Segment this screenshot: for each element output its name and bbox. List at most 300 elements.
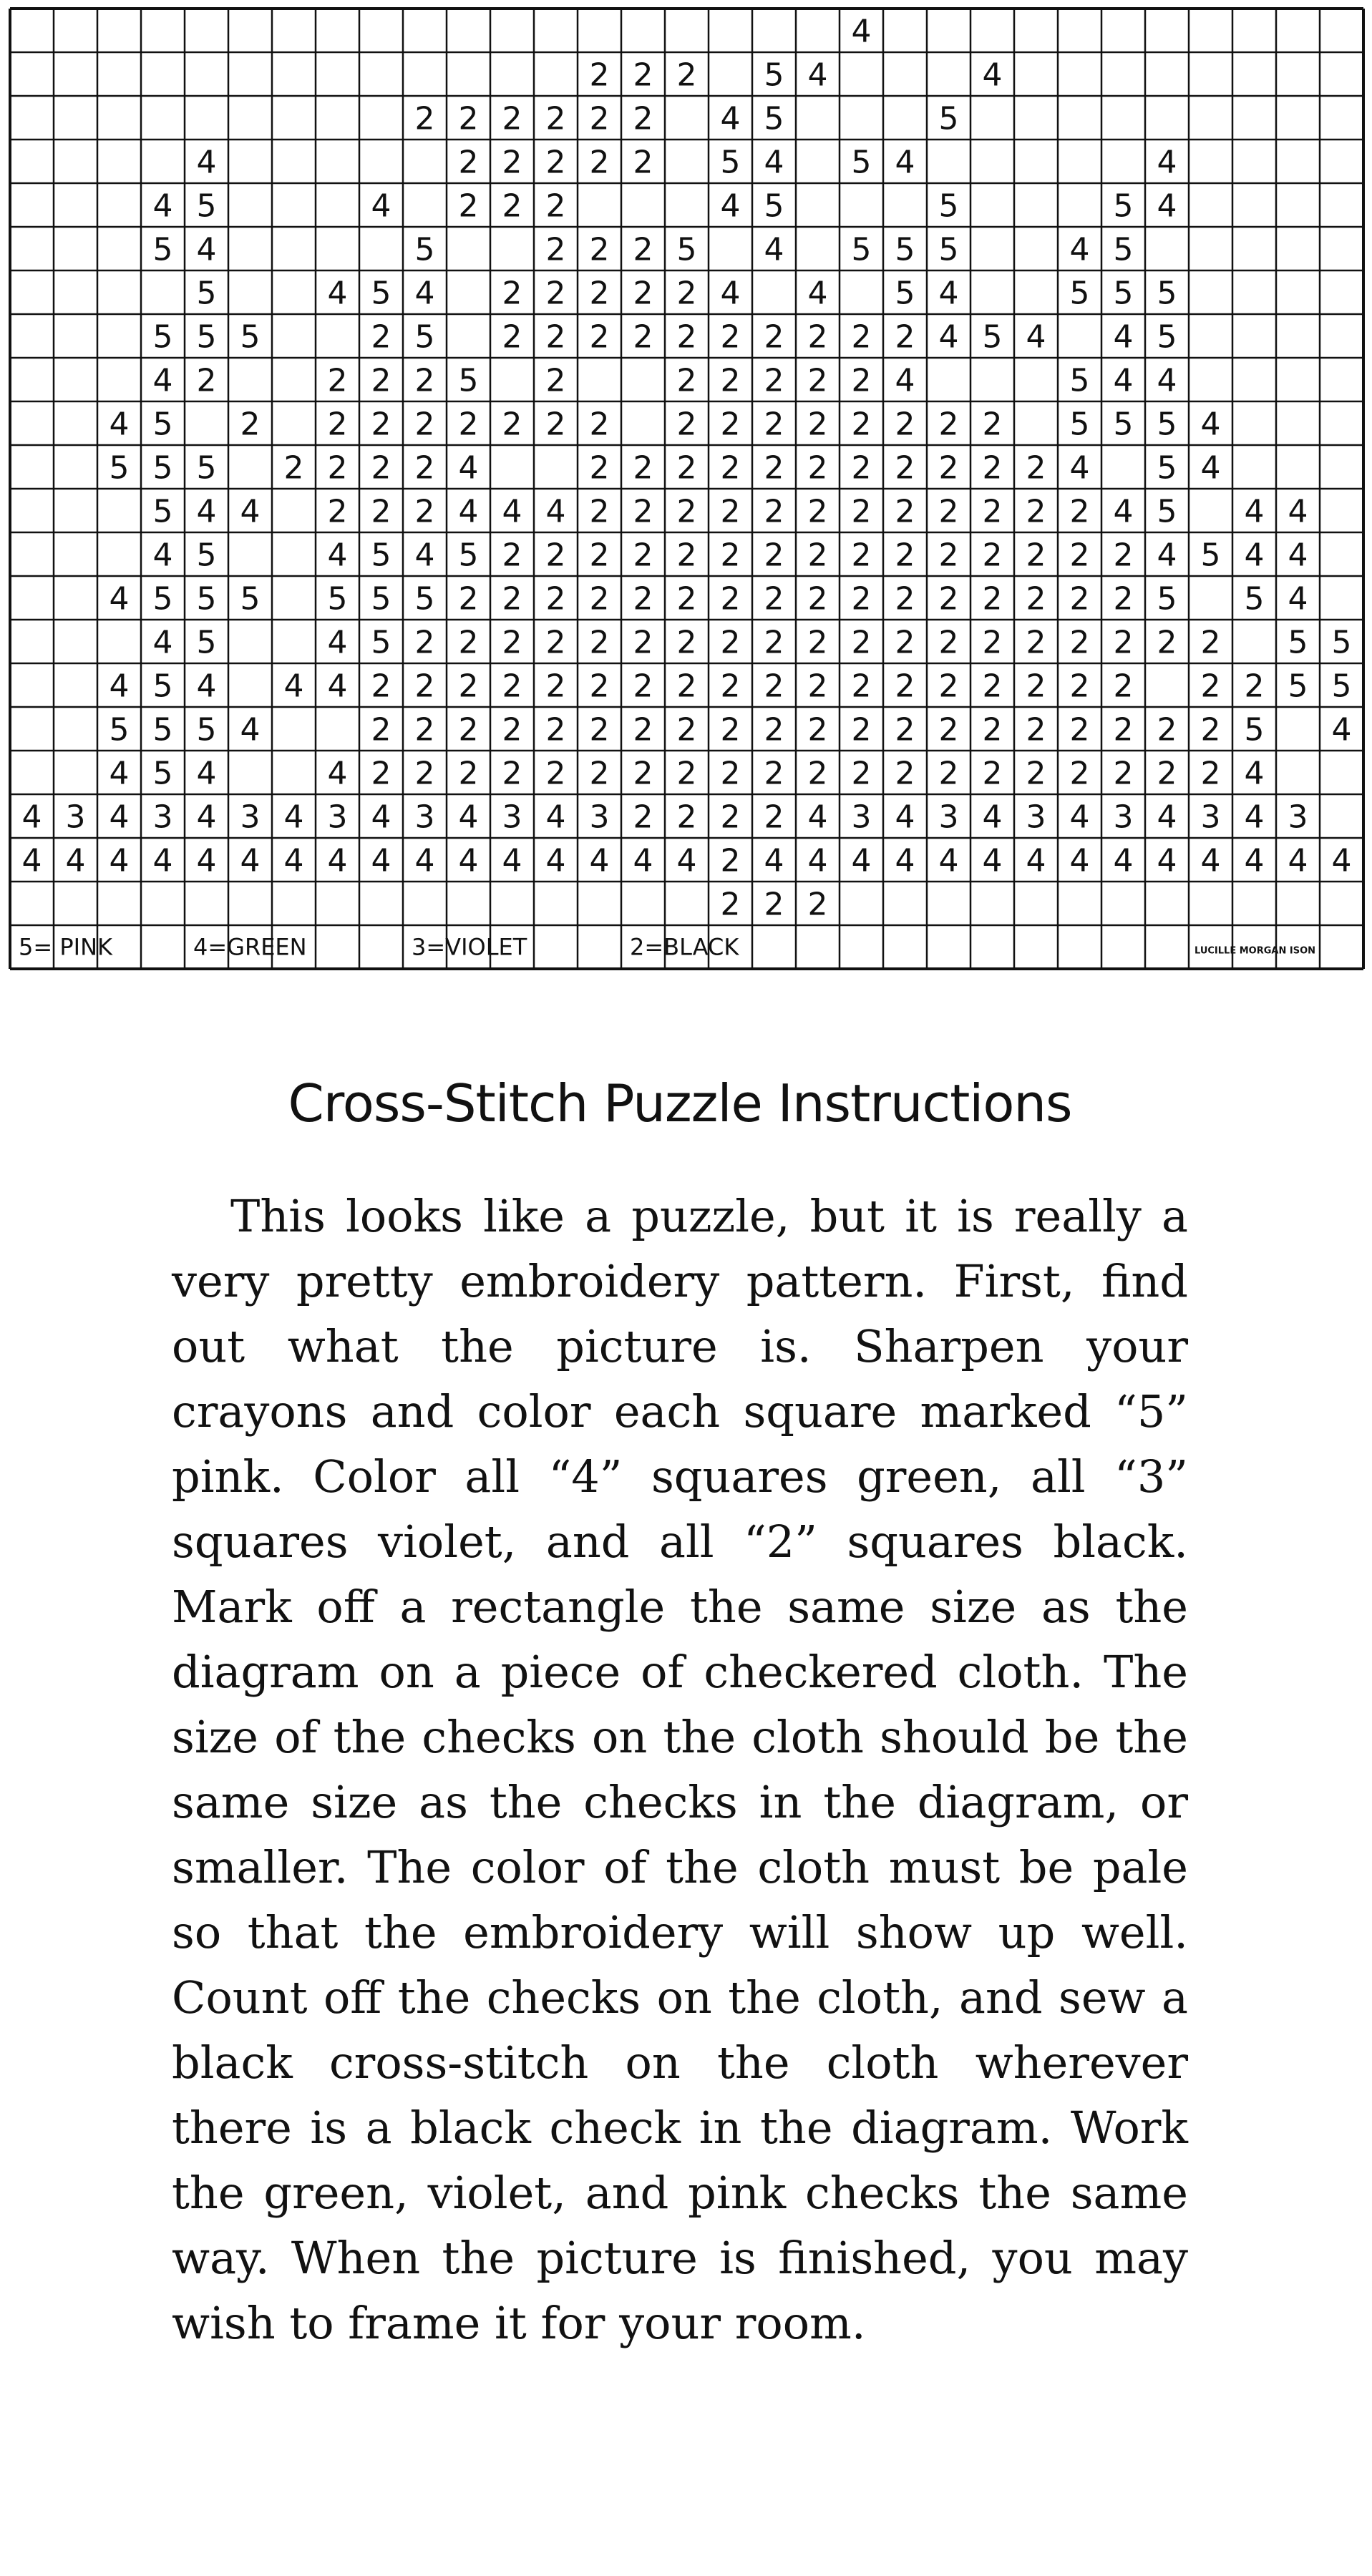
grid-cell-digit: 4 xyxy=(1026,318,1046,356)
grid-cell-digit: 2 xyxy=(589,755,610,792)
grid-cell-digit: 4 xyxy=(1288,537,1308,574)
grid-cell-digit: 2 xyxy=(1113,711,1134,748)
grid-cell-digit: 4 xyxy=(458,493,479,530)
grid-cell-digit: 4 xyxy=(1244,799,1265,836)
grid-cell-digit: 4 xyxy=(982,842,1003,879)
grid-cell-digit: 2 xyxy=(982,624,1003,661)
grid-cell-digit: 2 xyxy=(676,275,697,312)
grid-cell-digit: 5 xyxy=(982,318,1003,356)
grid-cell-digit: 2 xyxy=(764,493,784,530)
grid-cell-digit: 2 xyxy=(938,406,959,443)
grid-cell-digit: 2 xyxy=(851,711,872,748)
grid-cell-digit: 5 xyxy=(1157,275,1177,312)
grid-cell-digit: 2 xyxy=(720,449,741,487)
grid-cell-digit: 3 xyxy=(152,799,173,836)
grid-cell-digit: 4 xyxy=(196,842,217,879)
grid-cell-digit: 5 xyxy=(152,711,173,748)
grid-cell-digit: 3 xyxy=(240,799,261,836)
grid-cell-digit: 4 xyxy=(1026,842,1046,879)
grid-cell-digit: 2 xyxy=(851,668,872,705)
grid-cell-digit: 5 xyxy=(414,580,435,618)
grid-cell-digit: 5 xyxy=(1200,537,1221,574)
grid-cell-digit: 5 xyxy=(371,275,391,312)
grid-cell-digit: 5 xyxy=(196,537,217,574)
grid-cell-digit: 4 xyxy=(1200,406,1221,443)
artist-signature: LUCILLE MORGAN ISON xyxy=(1195,945,1315,957)
grid-cell-digit: 2 xyxy=(938,493,959,530)
grid-cell-digit: 5 xyxy=(1244,711,1265,748)
grid-cell-digit: 2 xyxy=(851,406,872,443)
grid-cell-digit: 4 xyxy=(371,799,391,836)
grid-cell-digit: 4 xyxy=(196,668,217,705)
grid-cell-digit: 2 xyxy=(720,580,741,618)
grid-cell-digit: 2 xyxy=(720,537,741,574)
grid-cell-digit: 4 xyxy=(1244,537,1265,574)
grid-cell-digit: 2 xyxy=(676,755,697,792)
grid-cell-digit: 5 xyxy=(196,711,217,748)
grid-cell-digit: 4 xyxy=(458,842,479,879)
grid-cell-digit: 2 xyxy=(1069,537,1090,574)
grid-cell-digit: 2 xyxy=(1244,668,1265,705)
grid-cell-digit: 5 xyxy=(1331,668,1352,705)
grid-cell-digit: 2 xyxy=(545,580,566,618)
grid-cell-digit: 2 xyxy=(327,449,348,487)
grid-cell-digit: 4 xyxy=(545,493,566,530)
grid-cell-digit: 4 xyxy=(414,842,435,879)
grid-cell-digit: 2 xyxy=(676,711,697,748)
grid-cell-digit: 5 xyxy=(196,624,217,661)
grid-cell-digit: 4 xyxy=(851,842,872,879)
grid-cell-digit: 4 xyxy=(1069,842,1090,879)
grid-cell-digit: 5 xyxy=(1244,580,1265,618)
grid-cell-digit: 2 xyxy=(764,799,784,836)
instructions-section xyxy=(172,1073,1188,2356)
grid-cell-digit: 2 xyxy=(240,406,261,443)
grid-cell-digit: 2 xyxy=(764,362,784,399)
legend-item-2: 2=BLACK xyxy=(630,933,739,961)
grid-cell-digit: 2 xyxy=(502,755,522,792)
grid-cell-digit: 2 xyxy=(764,668,784,705)
grid-cell-digit: 2 xyxy=(414,711,435,748)
grid-cell-digit: 4 xyxy=(414,275,435,312)
grid-cell-digit: 3 xyxy=(327,799,348,836)
instructions-body: This looks like a puzzle, but it is really a very pretty embroidery pattern. First, find out what the picture is. Sharpen your crayons and color each square marked “5” pink. Color all “4” squares green, all “3” squares violet, and all “2” squares black. Mark off a rectangle the same size as the diagram on a piece of checkered cloth. The size of the checks on the cloth should be the same size as the checks in the diagram, or smaller. The color of the cloth must be pale so that the embroidery will show up well. Count off the checks on the cloth, and sew a black cross-stitch on the cloth wherever there is a black check in the diagram. Work the green, violet, and pink checks the same way. When the picture is finished, you may wish to frame it for your room. xyxy=(172,1190,1188,2349)
grid-cell-digit: 2 xyxy=(633,580,653,618)
grid-cell-digit: 2 xyxy=(633,100,653,137)
grid-cell-digit: 4 xyxy=(283,668,304,705)
grid-cell-digit: 2 xyxy=(327,493,348,530)
grid-cell-digit: 4 xyxy=(152,842,173,879)
grid-cell-digit: 4 xyxy=(545,799,566,836)
cross-stitch-grid xyxy=(0,0,1372,1016)
grid-cell-digit: 2 xyxy=(895,537,915,574)
grid-cell-digit: 4 xyxy=(21,842,42,879)
grid-cell-digit: 4 xyxy=(327,842,348,879)
grid-cell-digit: 4 xyxy=(283,842,304,879)
grid-cell-digit: 2 xyxy=(633,668,653,705)
grid-cell-digit: 2 xyxy=(1026,580,1046,618)
grid-cell-digit: 2 xyxy=(676,362,697,399)
grid-cell-digit: 2 xyxy=(676,318,697,356)
grid-cell-digit: 2 xyxy=(371,449,391,487)
grid-cell-digit: 5 xyxy=(938,187,959,225)
grid-cell-digit: 2 xyxy=(458,187,479,225)
grid-cell-digit: 4 xyxy=(240,842,261,879)
grid-cell-digit: 2 xyxy=(414,362,435,399)
grid-cell-digit: 2 xyxy=(502,318,522,356)
grid-cell-digit: 4 xyxy=(196,144,217,181)
grid-cell-digit: 5 xyxy=(152,755,173,792)
grid-cell-digit: 2 xyxy=(938,668,959,705)
legend-item-3: 3=VIOLET xyxy=(412,933,527,961)
grid-cell-digit: 2 xyxy=(1026,537,1046,574)
grid-cell-digit: 2 xyxy=(414,493,435,530)
grid-cell-digit: 4 xyxy=(1157,362,1177,399)
grid-cell-digit: 2 xyxy=(502,624,522,661)
grid-cell-digit: 4 xyxy=(1244,842,1265,879)
grid-cell-digit: 2 xyxy=(633,57,653,94)
grid-cell-digit: 5 xyxy=(895,231,915,268)
grid-cell-digit: 4 xyxy=(938,842,959,879)
grid-cell-digit: 2 xyxy=(676,537,697,574)
grid-cell-digit: 5 xyxy=(1331,624,1352,661)
grid-cell-digit: 2 xyxy=(807,449,828,487)
grid-cell-digit: 4 xyxy=(196,755,217,792)
grid-cell-digit: 2 xyxy=(589,668,610,705)
grid-cell-digit: 4 xyxy=(109,842,130,879)
grid-digits xyxy=(22,14,1352,923)
grid-cell-digit: 2 xyxy=(895,580,915,618)
grid-cell-digit: 3 xyxy=(502,799,522,836)
grid-cell-digit: 5 xyxy=(152,406,173,443)
grid-cell-digit: 2 xyxy=(720,711,741,748)
grid-cell-digit: 4 xyxy=(764,144,784,181)
grid-cell-digit: 2 xyxy=(676,449,697,487)
grid-cell-digit: 5 xyxy=(152,493,173,530)
grid-cell-digit: 4 xyxy=(327,755,348,792)
grid-cell-digit: 4 xyxy=(938,318,959,356)
grid-cell-digit: 2 xyxy=(1113,755,1134,792)
grid-cell-digit: 2 xyxy=(1113,668,1134,705)
grid-cell-digit: 5 xyxy=(414,318,435,356)
grid-cell-digit: 2 xyxy=(589,100,610,137)
grid-cell-digit: 2 xyxy=(764,624,784,661)
grid-cell-digit: 2 xyxy=(938,449,959,487)
grid-cell-digit: 2 xyxy=(633,449,653,487)
grid-cell-digit: 5 xyxy=(1069,362,1090,399)
grid-cell-digit: 5 xyxy=(196,275,217,312)
grid-cell-digit: 4 xyxy=(1288,842,1308,879)
grid-cell-digit: 2 xyxy=(851,580,872,618)
grid-cell-digit: 4 xyxy=(327,275,348,312)
grid-cell-digit: 5 xyxy=(196,580,217,618)
grid-cell-digit: 4 xyxy=(240,493,261,530)
grid-cell-digit: 4 xyxy=(109,668,130,705)
grid-cell-digit: 4 xyxy=(1069,231,1090,268)
grid-cell-digit: 5 xyxy=(152,668,173,705)
grid-cell-digit: 2 xyxy=(676,624,697,661)
grid-cell-digit: 2 xyxy=(414,668,435,705)
grid-cell-digit: 2 xyxy=(545,362,566,399)
grid-cell-digit: 4 xyxy=(589,842,610,879)
grid-cell-digit: 2 xyxy=(458,100,479,137)
grid-cell-digit: 4 xyxy=(196,493,217,530)
grid-cell-digit: 5 xyxy=(109,449,130,487)
grid-cell-digit: 4 xyxy=(1244,755,1265,792)
grid-cell-digit: 2 xyxy=(633,624,653,661)
grid-cell-digit: 5 xyxy=(938,231,959,268)
grid-cell-digit: 5 xyxy=(1113,406,1134,443)
grid-cell-digit: 5 xyxy=(1288,668,1308,705)
grid-cell-digit: 2 xyxy=(502,144,522,181)
grid-cell-digit: 2 xyxy=(545,406,566,443)
grid-cell-digit: 4 xyxy=(1069,449,1090,487)
grid-cell-digit: 5 xyxy=(371,624,391,661)
grid-cell-digit: 2 xyxy=(895,755,915,792)
grid-cell-digit: 2 xyxy=(458,144,479,181)
legend-item-4: 4=GREEN xyxy=(193,933,307,961)
grid-cell-digit: 2 xyxy=(1026,668,1046,705)
grid-svg xyxy=(0,0,1372,1016)
grid-cell-digit: 2 xyxy=(589,57,610,94)
grid-cell-digit: 5 xyxy=(851,144,872,181)
grid-cell-digit: 4 xyxy=(152,624,173,661)
grid-cell-digit: 4 xyxy=(283,799,304,836)
grid-cell-digit: 2 xyxy=(458,624,479,661)
grid-cell-digit: 2 xyxy=(676,580,697,618)
grid-cell-digit: 4 xyxy=(982,799,1003,836)
grid-cell-digit: 5 xyxy=(458,362,479,399)
grid-cell-digit: 2 xyxy=(720,318,741,356)
grid-cell-digit: 4 xyxy=(720,100,741,137)
grid-cell-digit: 5 xyxy=(196,449,217,487)
grid-cell-digit: 2 xyxy=(807,580,828,618)
grid-cell-digit: 4 xyxy=(152,537,173,574)
grid-cell-digit: 2 xyxy=(982,406,1003,443)
grid-cell-digit: 5 xyxy=(152,580,173,618)
grid-cell-digit: 2 xyxy=(502,187,522,225)
grid-cell-digit: 2 xyxy=(895,624,915,661)
grid-cell-digit: 4 xyxy=(895,842,915,879)
grid-cell-digit: 4 xyxy=(720,187,741,225)
grid-cell-digit: 2 xyxy=(895,406,915,443)
grid-cell-digit: 4 xyxy=(371,187,391,225)
grid-cell-digit: 4 xyxy=(240,711,261,748)
grid-cell-digit: 2 xyxy=(545,668,566,705)
grid-cell-digit: 2 xyxy=(764,449,784,487)
grid-cell-digit: 2 xyxy=(982,711,1003,748)
grid-cell-digit: 5 xyxy=(109,711,130,748)
grid-cell-digit: 2 xyxy=(371,493,391,530)
grid-cell-digit: 2 xyxy=(545,624,566,661)
grid-cell-digit: 2 xyxy=(414,624,435,661)
grid-cell-digit: 2 xyxy=(720,668,741,705)
grid-cell-digit: 2 xyxy=(545,187,566,225)
grid-cell-digit: 2 xyxy=(807,711,828,748)
grid-cell-digit: 5 xyxy=(720,144,741,181)
grid-cell-digit: 4 xyxy=(109,580,130,618)
grid-cell-digit: 2 xyxy=(982,493,1003,530)
grid-cell-digit: 4 xyxy=(1157,537,1177,574)
grid-cell-digit: 4 xyxy=(895,144,915,181)
grid-cell-digit: 2 xyxy=(1026,711,1046,748)
grid-cell-digit: 4 xyxy=(196,231,217,268)
grid-cell-digit: 4 xyxy=(1157,187,1177,225)
grid-cell-digit: 2 xyxy=(589,624,610,661)
grid-cell-digit: 4 xyxy=(1200,842,1221,879)
grid-cell-digit: 4 xyxy=(545,842,566,879)
grid-cell-digit: 2 xyxy=(1026,624,1046,661)
grid-cell-digit: 5 xyxy=(764,100,784,137)
grid-cell-digit: 4 xyxy=(633,842,653,879)
grid-cell-digit: 2 xyxy=(720,493,741,530)
grid-cell-digit: 2 xyxy=(807,362,828,399)
grid-cell-digit: 4 xyxy=(196,799,217,836)
grid-cell-digit: 2 xyxy=(807,537,828,574)
grid-cell-digit: 2 xyxy=(1157,755,1177,792)
grid-cell-digit: 5 xyxy=(458,537,479,574)
grid-cell-digit: 2 xyxy=(982,668,1003,705)
grid-cell-digit: 2 xyxy=(589,275,610,312)
grid-cell-digit: 5 xyxy=(152,318,173,356)
grid-cell-digit: 2 xyxy=(982,449,1003,487)
grid-cell-digit: 2 xyxy=(371,318,391,356)
grid-cell-digit: 2 xyxy=(545,318,566,356)
grid-cell-digit: 3 xyxy=(851,799,872,836)
grid-cell-digit: 4 xyxy=(109,755,130,792)
grid-cell-digit: 2 xyxy=(633,144,653,181)
grid-cell-digit: 5 xyxy=(152,231,173,268)
grid-cell-digit: 2 xyxy=(1113,624,1134,661)
grid-cell-digit: 2 xyxy=(764,580,784,618)
grid-cell-digit: 2 xyxy=(851,624,872,661)
grid-cell-digit: 2 xyxy=(807,318,828,356)
grid-cell-digit: 2 xyxy=(589,144,610,181)
grid-cell-digit: 2 xyxy=(1200,668,1221,705)
grid-cell-digit: 2 xyxy=(676,799,697,836)
grid-cell-digit: 2 xyxy=(458,668,479,705)
grid-cell-digit: 4 xyxy=(851,13,872,50)
grid-cell-digit: 2 xyxy=(371,755,391,792)
grid-cell-digit: 2 xyxy=(589,537,610,574)
grid-cell-digit: 5 xyxy=(1157,318,1177,356)
grid-cell-digit: 2 xyxy=(502,100,522,137)
grid-cell-digit: 3 xyxy=(65,799,86,836)
grid-cell-digit: 2 xyxy=(764,318,784,356)
grid-cell-digit: 2 xyxy=(414,449,435,487)
grid-cell-digit: 5 xyxy=(676,231,697,268)
grid-cell-digit: 4 xyxy=(807,275,828,312)
grid-cell-digit: 2 xyxy=(589,318,610,356)
grid-cell-digit: 2 xyxy=(720,755,741,792)
grid-cell-digit: 2 xyxy=(589,231,610,268)
grid-cell-digit: 4 xyxy=(938,275,959,312)
grid-cell-digit: 2 xyxy=(371,362,391,399)
grid-cell-digit: 3 xyxy=(1113,799,1134,836)
grid-cell-digit: 2 xyxy=(807,406,828,443)
grid-cell-digit: 2 xyxy=(545,711,566,748)
grid-cell-digit: 2 xyxy=(458,406,479,443)
grid-cell-digit: 2 xyxy=(502,580,522,618)
grid-cell-digit: 2 xyxy=(720,624,741,661)
grid-cell-digit: 2 xyxy=(895,711,915,748)
grid-cell-digit: 2 xyxy=(458,580,479,618)
instructions-title: Cross-Stitch Puzzle Instructions xyxy=(288,1073,1072,1133)
grid-cell-digit: 4 xyxy=(327,624,348,661)
grid-cell-digit: 2 xyxy=(1157,711,1177,748)
grid-cell-digit: 2 xyxy=(676,668,697,705)
grid-cell-digit: 4 xyxy=(895,799,915,836)
grid-cell-digit: 2 xyxy=(1069,624,1090,661)
grid-cell-digit: 2 xyxy=(1200,711,1221,748)
grid-cell-digit: 2 xyxy=(1069,580,1090,618)
grid-cell-digit: 2 xyxy=(1026,449,1046,487)
grid-cell-digit: 2 xyxy=(982,755,1003,792)
grid-cell-digit: 2 xyxy=(851,449,872,487)
grid-cell-digit: 4 xyxy=(764,842,784,879)
grid-cell-digit: 2 xyxy=(851,755,872,792)
grid-cell-digit: 2 xyxy=(545,231,566,268)
grid-cell-digit: 4 xyxy=(1200,449,1221,487)
grid-cell-digit: 4 xyxy=(371,842,391,879)
grid-cell-digit: 2 xyxy=(851,493,872,530)
grid-cell-digit: 2 xyxy=(633,711,653,748)
grid-cell-digit: 4 xyxy=(895,362,915,399)
grid-cell-digit: 3 xyxy=(938,799,959,836)
grid-cell-digit: 2 xyxy=(1069,711,1090,748)
grid-cell-digit: 5 xyxy=(938,100,959,137)
grid-cell-digit: 5 xyxy=(1113,187,1134,225)
grid-cell-digit: 2 xyxy=(938,580,959,618)
grid-cell-digit: 5 xyxy=(1288,624,1308,661)
grid-cell-digit: 2 xyxy=(807,493,828,530)
grid-cell-digit: 5 xyxy=(196,318,217,356)
grid-cell-digit: 5 xyxy=(764,57,784,94)
grid-cell-digit: 3 xyxy=(1026,799,1046,836)
grid-cell-digit: 4 xyxy=(1244,493,1265,530)
grid-cell-digit: 4 xyxy=(458,799,479,836)
grid-cell-digit: 4 xyxy=(1113,362,1134,399)
grid-cell-digit: 4 xyxy=(1157,799,1177,836)
grid-cell-digit: 2 xyxy=(1069,755,1090,792)
grid-cell-digit: 4 xyxy=(21,799,42,836)
grid-cell-digit: 2 xyxy=(895,449,915,487)
grid-cell-digit: 4 xyxy=(1288,580,1308,618)
grid-cell-digit: 2 xyxy=(502,537,522,574)
grid-cell-digit: 5 xyxy=(1157,406,1177,443)
grid-cell-digit: 5 xyxy=(1157,493,1177,530)
grid-cell-digit: 2 xyxy=(502,275,522,312)
grid-cell-digit: 2 xyxy=(545,144,566,181)
grid-cell-digit: 2 xyxy=(327,362,348,399)
grid-cell-digit: 5 xyxy=(152,449,173,487)
grid-cell-digit: 2 xyxy=(720,799,741,836)
grid-cell-digit: 3 xyxy=(1200,799,1221,836)
grid-cell-digit: 2 xyxy=(676,493,697,530)
grid-cell-digit: 4 xyxy=(807,842,828,879)
grid-cell-digit: 2 xyxy=(545,755,566,792)
grid-cell-digit: 2 xyxy=(589,406,610,443)
grid-cell-digit: 4 xyxy=(414,537,435,574)
grid-cell-digit: 4 xyxy=(1113,493,1134,530)
grid-cell-digit: 2 xyxy=(196,362,217,399)
grid-cell-digit: 4 xyxy=(1113,842,1134,879)
grid-cell-digit: 5 xyxy=(1069,275,1090,312)
grid-cell-digit: 3 xyxy=(414,799,435,836)
grid-cell-digit: 5 xyxy=(1113,231,1134,268)
grid-cell-digit: 2 xyxy=(502,406,522,443)
grid-cell-digit: 2 xyxy=(720,842,741,879)
